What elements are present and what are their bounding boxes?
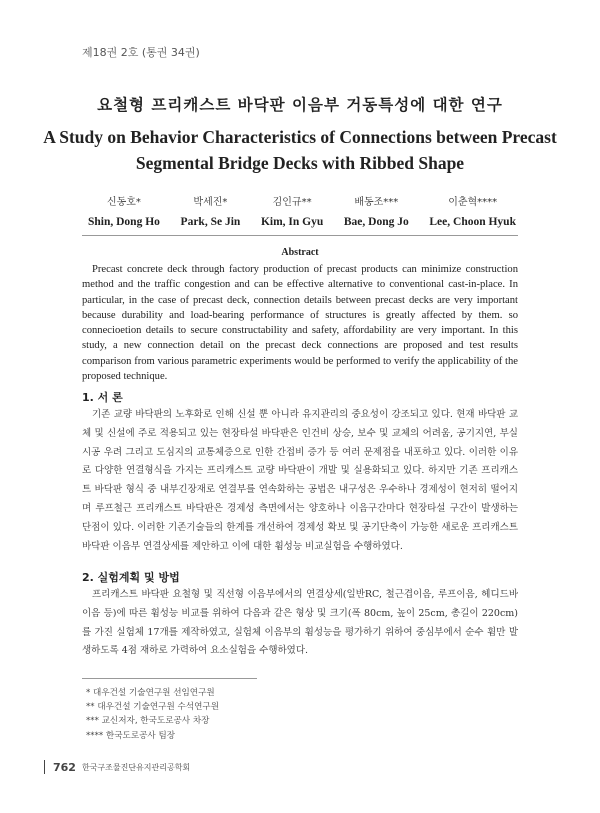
author-name-english: Shin, Dong Ho xyxy=(88,216,160,228)
journal-name: 한국구조물진단유지관리공학회 xyxy=(81,762,191,772)
title-english: A Study on Behavior Characteristics of Connections between Precast Segmental Bridge Decks with Ribbed Shape xyxy=(43,127,557,173)
footnote: *** 교신저자, 한국도로공사 차장 xyxy=(86,716,210,727)
footnote: ** 대우건설 기술연구원 수석연구원 xyxy=(86,702,220,713)
journal-issue: 제18권 2호 (통권 34권) xyxy=(82,46,200,59)
footnote: **** 한국도로공사 팀장 xyxy=(86,730,176,741)
section-body-experiment: 프리캐스트 바닥판 요철형 및 직선형 이음부에서의 연결상세(일반RC, 철근겹이음, 루프이음, 헤디드바 이음 등)에 따른 휨성능 비교를 위하여 다음과 같은 형상 및 크기(폭 80cm, 높이 25cm, 총길이 220cm)를 가진 실험체 17개를 제작하였고, 실험체 이음부의 휨성능을 평가하기 위하여 중심부에서 순수 휨만 발생하도록 4점 재하로 가력하여 요소실험을 수행하였다. xyxy=(82,589,518,657)
author xyxy=(429,193,516,228)
author-list xyxy=(88,193,516,228)
section-body-introduction: 기존 교량 바닥판의 노후화로 인해 신설 뿐 아니라 유지관리의 중요성이 강조되고 있다. 현재 바닥판 교체 및 신설에 주로 적용되고 있는 현장타설 바닥판은 인건비 상승, 보수 및 교체의 어려움, 공기지연, 부실시공 우려 그리고 도심지의 교통체증으로 인한 간접비 증가 등 여러 문제점을 내포하고 있다. 이러한 이유로 다양한 연결형식을 가지는 프리캐스트 교량 바닥판이 개발 및 실용화되고 있다. 하지만 기존 프리캐스트 바닥판 형식 중 내부긴장재로 연결부를 연속화하는 공법은 내구성은 우수하나 경제성이 현저히 떨어지며 루프철근 프리캐스트 바닥판은 경제성 측면에서는 양호하나 이음구간마다 현장타설 구간이 발생하는 단점이 있다. 이러한 기존기술들의 한계를 개선하여 경제성 확보 및 공기단축이 가능한 새로운 프리캐스트 바닥판 이음부 연결상세를 제안하고 이에 대한 휨성능 비교실험을 수행하였다. xyxy=(82,409,518,552)
footnote: * 대우건설 기술연구원 선임연구원 xyxy=(86,688,215,698)
footnote-divider xyxy=(82,678,257,679)
author-name-english: Bae, Dong Jo xyxy=(343,216,409,228)
title-korean: 요철형 프리캐스트 바닥판 이음부 거동특성에 대한 연구 xyxy=(97,95,503,114)
author xyxy=(261,193,323,228)
author-name-english: Park, Se Jin xyxy=(180,216,241,228)
author-name-english: Lee, Choon Hyuk xyxy=(429,216,516,228)
section-heading-experiment: 2. 실험계획 및 방법 xyxy=(82,571,180,584)
author-name-english: Kim, In Gyu xyxy=(260,216,324,228)
page-footer xyxy=(44,760,190,774)
footnotes xyxy=(86,686,219,743)
author-name-korean: 박세진* xyxy=(193,197,228,208)
section-heading-introduction: 1. 서 론 xyxy=(82,391,123,404)
author xyxy=(181,193,241,228)
abstract-text: Precast concrete deck through factory production of precast products can minimize construction method and the traffic congestion and can be effective alternative to conventional cast-in-place. In particular, in the case of precast deck, connection details between precast decks are very important because durability and load-bearing performance of structures is greatly affected by them. so connecioetion details to secure constructability and safety, affordability are very important. In this study, a new connection detail on the precast deck connections are proposed and test results comparison from various parametric experiments would be performed to verify the applicability of the proposed technique. xyxy=(82,264,518,383)
author-name-korean: 배동조*** xyxy=(354,197,399,208)
author-name-korean: 김인규** xyxy=(272,197,312,208)
author xyxy=(344,193,409,228)
author-name-korean: 이춘혁**** xyxy=(448,197,498,208)
header-divider xyxy=(82,235,518,236)
author-name-korean: 신동호* xyxy=(106,197,141,208)
author xyxy=(88,193,160,228)
footer-bar xyxy=(44,760,45,774)
abstract-heading: Abstract xyxy=(281,247,319,258)
page-number: 762 xyxy=(53,760,76,774)
